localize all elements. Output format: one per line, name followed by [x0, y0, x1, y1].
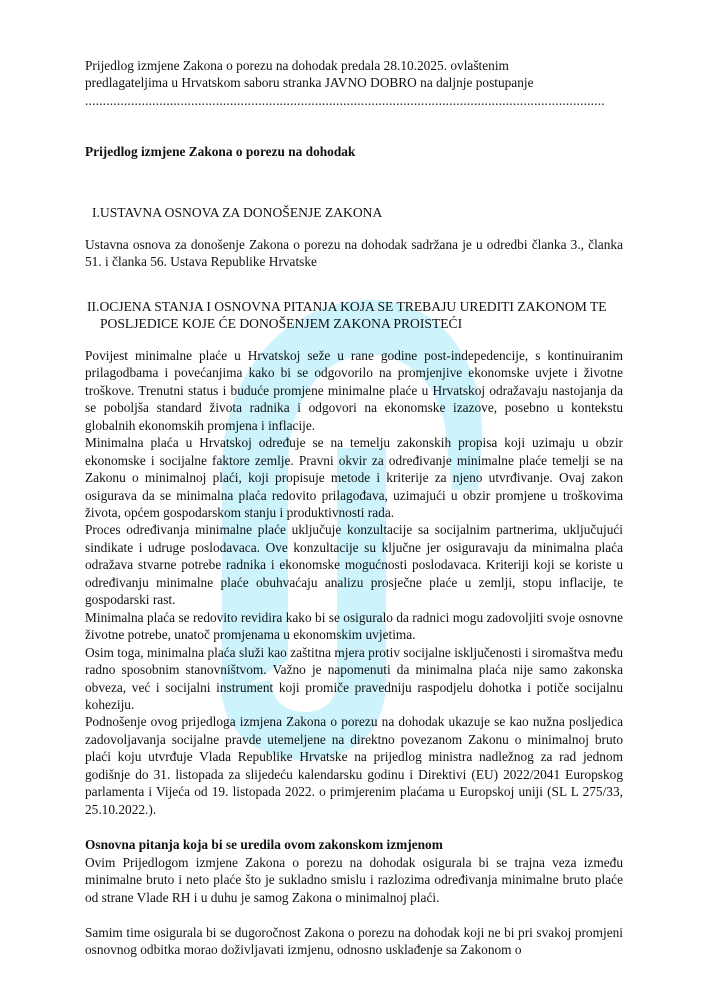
section-2-heading: II.OCJENA STANJA I OSNOVNA PITANJA KOJA SE TREBAJU UREDITI ZAKONOM TE POSLJEDICE KOJE ĆE DONOŠENJEM ZAKONA PROISTEĆI: [87, 298, 607, 332]
section-2-paragraph: Proces određivanja minimalne plaće uključuje konzultacije sa socijalnim partnerima, uključujući sindikate i udruge poslodavaca. Ove konzultacije su ključne jer osiguravaju da minimalna plaća odražava stvarne potrebe radnika i ekonomske mogućnosti poslodavaca. Kriteriji koji se koriste u određivanju minimalne plaće obuhvaćaju analizu prosječne plaće u zemlji, stopu inflacije, te gospodarski rast.: [85, 522, 623, 608]
dotted-separator: ...................................................................................................................................................: [85, 92, 605, 108]
document-title: Prijedlog izmjene Zakona o porezu na dohodak: [85, 143, 356, 159]
basic-issues-paragraph-1: Ovim Prijedlogom izmjene Zakona o porezu na dohodak osigurala bi se trajna veza između minimalne bruto i neto plaće što je sukladno smislu i razlozima određivanja minimalne bruto plaće od strane Vlade RH i u duhu je samog Zakona o minimalnoj plaći.: [85, 854, 623, 905]
section-2-paragraph: Povijest minimalne plaće u Hrvatskoj seže u rane godine post-indepedencije, s kontinuiranim prilagodbama i povećanjima kako bi se odgovorilo na promjenjive ekonomske uvjete i životne troškove. Trenutni status i buduće promjene minimalne plaće u Hrvatskoj odražavaju nastojanja da se poboljša standard života radnika i odgovori na ekonomske izazove, posebno u kontekstu globalnih ekonomskih promjena i inflacije.: [85, 347, 623, 433]
section-2-paragraph: Minimalna plaća u Hrvatskoj određuje se na temelju zakonskih propisa koji uzimaju u obzir ekonomske i socijalne faktore zemlje. Pravni okvir za određivanje minimalne plaće temelji se na Zakonu o minimalnoj plaći, koji propisuje metode i kriterije za njeno utvrđivanje. Ovaj zakon osigurava da se minimalna plaća redovito prilagođava, uzimajući u obzir promjene u troškovima života, općem gospodarskom stanju i produktivnosti rada.: [85, 435, 623, 520]
section-1-heading: I.USTAVNA OSNOVA ZA DONOŠENJE ZAKONA: [92, 205, 383, 221]
section-2-paragraph: Osim toga, minimalna plaća služi kao zaštitna mjera protiv socijalne isključenosti i siromaštva među radno sposobnim stanovništvom. Važno je napomenuti da minimalna plaća nije samo zakonska obveza, već i socijalni instrument koji promiče pravedniju raspodjelu dohotka i potiče socijalnu koheziju.: [85, 644, 623, 712]
section-2-paragraph: Minimalna plaća se redovito revidira kako bi se osiguralo da radnici mogu zadovoljiti svoje osnovne životne potrebe, unatoč promjenama u ekonomskim uvjetima.: [85, 609, 623, 643]
header-line-1: Prijedlog izmjene Zakona o porezu na dohodak predala 28.10.2025. ovlaštenim: [85, 58, 509, 73]
section-2-paragraph: Podnošenje ovog prijedloga izmjena Zakona o porezu na dohodak ukazuje se kao nužna posljedica zadovoljavanja socijalne pravde utemeljene na direktno povezanom Zakonu o minimalnoj bruto plaći koju utvrđuje Vlada Republike Hrvatske na prijedlog ministra nadležnog za rad jednom godišnje do 31. listopada za slijedeću kalendarsku godinu i Direktivi (EU) 2022/2041 Europskog parlamenta i Vijeća od 19. listopada 2022. o primjerenim plaćama u Europskoj uniji (SL L 275/33, 25.10.2022.).: [85, 714, 623, 817]
header-line-2: predlagateljima u Hrvatskom saboru stranka JAVNO DOBRO na daljnje postupanje: [85, 75, 534, 91]
document-page: [85, 57, 623, 959]
basic-issues-heading: Osnovna pitanja koja bi se uredila ovom zakonskom izmjenom: [85, 837, 443, 853]
basic-issues-paragraph-2: Samim time osigurala bi se dugoročnost Zakona o porezu na dohodak koji ne bi pri svakoj promjeni osnovnog odbitka morao doživljavati izmjenu, odnosno usklađenje sa Zakonom o: [85, 924, 623, 958]
section-1-paragraph: Ustavna osnova za donošenje Zakona o porezu na dohodak sadržana je u odredbi članka 3., članka 51. i članka 56. Ustava Republike Hrvatske: [85, 236, 623, 270]
